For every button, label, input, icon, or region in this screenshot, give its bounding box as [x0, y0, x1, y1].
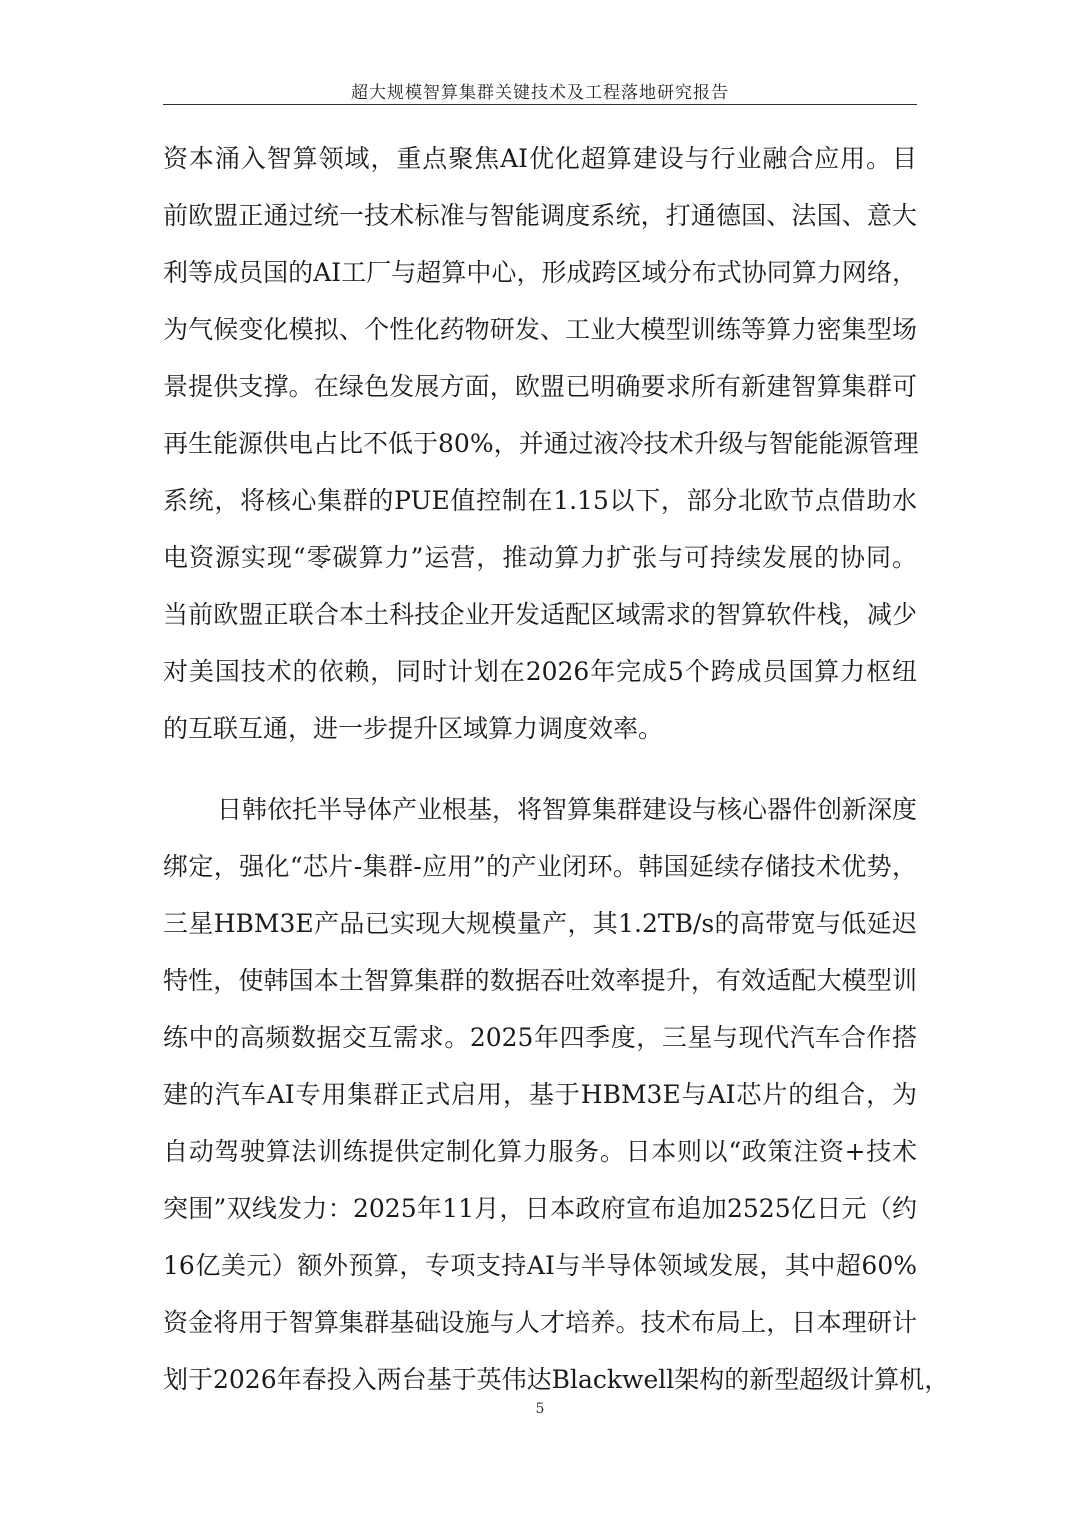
- text-line: 对美国技术的依赖，同时计划在2026年完成5个跨成员国算力枢纽: [163, 657, 917, 686]
- header-divider: [163, 104, 917, 105]
- text-line: 资金将用于智算集群基础设施与人才培养。技术布局上，日本理研计: [163, 1308, 917, 1337]
- text-line: 资本涌入智算领域，重点聚焦AI优化超算建设与行业融合应用。目: [163, 144, 917, 173]
- text-line: 前欧盟正通过统一技术标准与智能调度系统，打通德国、法国、意大: [163, 201, 917, 230]
- text-line: 的互联互通，进一步提升区域算力调度效率。: [163, 714, 664, 743]
- text-line: 三星HBM3E产品已实现大规模量产，其1.2TB/s的高带宽与低延迟: [163, 909, 917, 938]
- text-line: 绑定，强化“芯片-集群-应用”的产业闭环。韩国延续存储技术优势，: [163, 852, 917, 881]
- text-line: 突围”双线发力：2025年11月，日本政府宣布追加2525亿日元（约: [163, 1194, 917, 1223]
- text-line: 练中的高频数据交互需求。2025年四季度，三星与现代汽车合作搭: [163, 1023, 917, 1052]
- text-line: 划于2026年春投入两台基于英伟达Blackwell架构的新型超级计算机，: [163, 1365, 950, 1394]
- text-line: 建的汽车AI专用集群正式启用，基于HBM3E与AI芯片的组合，为: [163, 1080, 917, 1109]
- text-line: 再生能源供电占比不低于80%，并通过液冷技术升级与智能能源管理: [163, 429, 919, 458]
- page-number: 5: [535, 1401, 545, 1417]
- text-line: 16亿美元）额外预算，专项支持AI与半导体领域发展，其中超60%: [163, 1251, 917, 1280]
- text-line: 为气候变化模拟、个性化药物研发、工业大模型训练等算力密集型场: [163, 315, 917, 344]
- text-line: 日韩依托半导体产业根基，将智算集群建设与核心器件创新深度: [217, 795, 918, 824]
- text-line: 系统，将核心集群的PUE值控制在1.15以下，部分北欧节点借助水: [163, 486, 917, 515]
- text-line: 自动驾驶算法训练提供定制化算力服务。日本则以“政策注资+技术: [163, 1137, 917, 1166]
- text-line: 当前欧盟正联合本土科技企业开发适配区域需求的智算软件栈，减少: [163, 600, 917, 629]
- text-line: 利等成员国的AI工厂与超算中心，形成跨区域分布式协同算力网络，: [163, 258, 917, 287]
- running-header: 超大规模智算集群关键技术及工程落地研究报告: [351, 83, 729, 103]
- text-line: 特性，使韩国本土智算集群的数据吞吐效率提升，有效适配大模型训: [163, 966, 917, 995]
- text-line: 景提供支撑。在绿色发展方面，欧盟已明确要求所有新建智算集群可: [163, 372, 917, 401]
- text-line: 电资源实现“零碳算力”运营，推动算力扩张与可持续发展的协同。: [163, 543, 917, 572]
